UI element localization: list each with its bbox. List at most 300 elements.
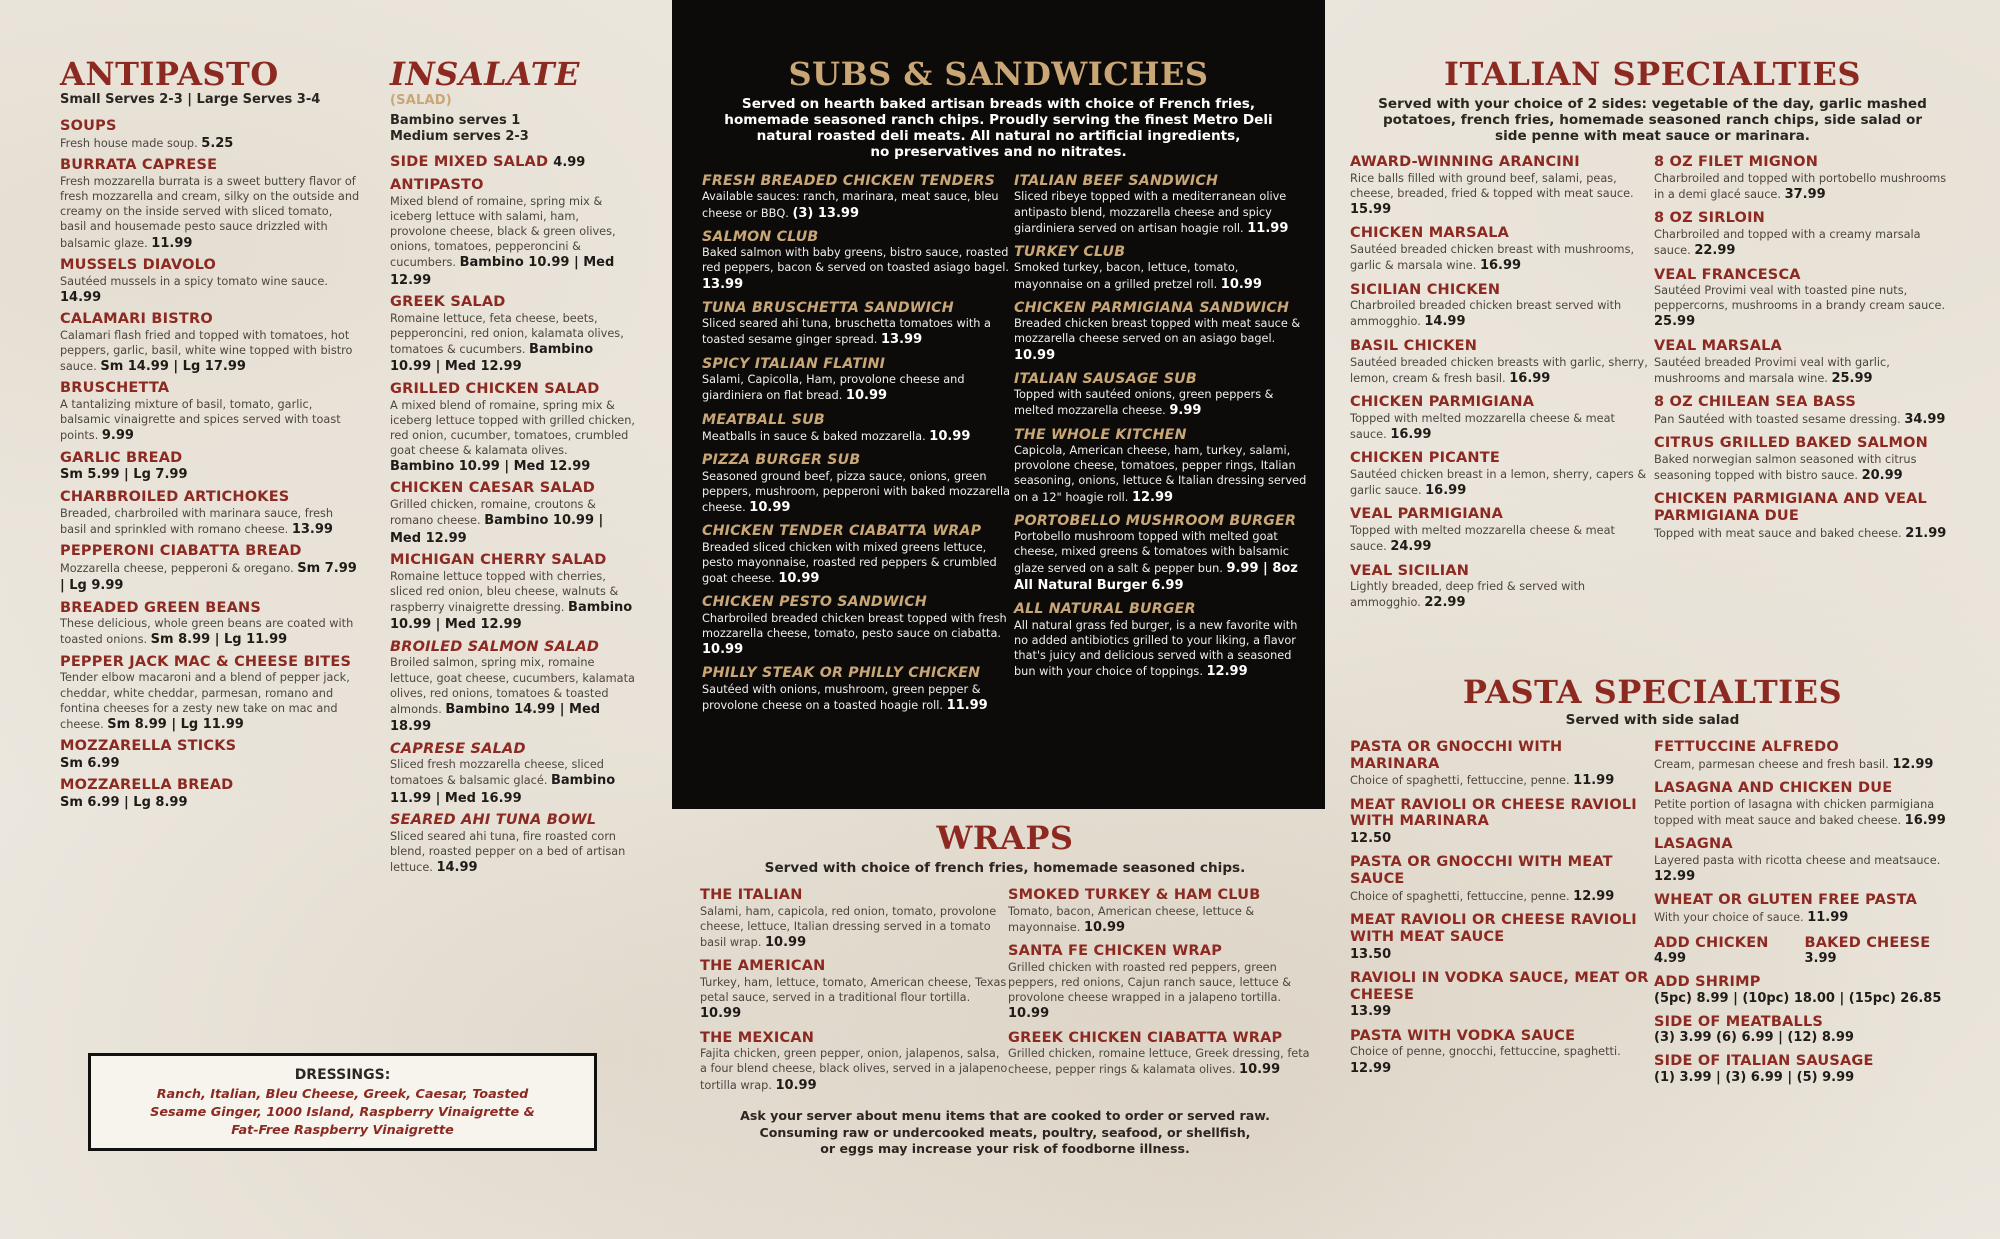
menu-item-price: Sm 8.99 | Lg 11.99 bbox=[107, 716, 244, 732]
menu-item bbox=[1350, 450, 1654, 499]
pasta-right-col bbox=[1654, 739, 1955, 1087]
menu-item-price: 16.99 bbox=[1425, 483, 1467, 499]
menu-item-details bbox=[60, 560, 360, 595]
menu-item-price: 10.99 bbox=[1239, 1062, 1281, 1078]
menu-item bbox=[60, 380, 360, 444]
menu-item bbox=[1654, 780, 1955, 829]
menu-item-name: BREADED GREEN BEANS bbox=[60, 599, 261, 616]
menu-item-price: 12.50 bbox=[1350, 831, 1392, 847]
menu-item-desc: Portobello mushroom topped with melted goat cheese, mixed greens & tomatoes with balsamic glaze served on a salt & pepper bun. bbox=[1014, 530, 1289, 575]
menu-item-desc: Lightly breaded, deep fried & served with ammogghio. bbox=[1350, 580, 1586, 610]
menu-item-desc: Sautéed Provimi veal with toasted pine nuts, peppercorns, mushrooms in a brandy cream sauce. bbox=[1654, 284, 1946, 313]
menu-item bbox=[1014, 513, 1309, 594]
italian-section bbox=[1350, 55, 1955, 612]
menu-item-details bbox=[1350, 1003, 1654, 1020]
menu-item-desc: Meatballs in sauce & baked mozzarella. bbox=[702, 430, 926, 444]
menu-item-price: 11.99 bbox=[946, 697, 988, 713]
side-meatballs bbox=[1654, 1014, 1955, 1048]
menu-item-price: Sm 7.99 | Lg 9.99 bbox=[60, 560, 357, 594]
menu-item-details bbox=[700, 1046, 1008, 1094]
menu-item-name: SICILIAN CHICKEN bbox=[1350, 281, 1501, 298]
menu-item bbox=[1008, 1030, 1310, 1079]
menu-item-desc: Topped with sautéed onions, green peppers & melted mozzarella cheese. bbox=[1014, 388, 1274, 418]
menu-item-details bbox=[1654, 355, 1955, 388]
menu-item-price: Bambino 10.99 | Med 12.99 bbox=[390, 342, 594, 375]
italian-intro bbox=[1350, 96, 1955, 144]
side-meatballs-name: SIDE OF MEATBALLS bbox=[1654, 1013, 1824, 1030]
dressings-box bbox=[88, 1053, 597, 1151]
menu-item-details bbox=[1654, 411, 1955, 428]
subs-intro-line: no preservatives and no nitrates. bbox=[870, 144, 1127, 161]
menu-item-name: CHARBROILED ARTICHOKES bbox=[60, 488, 290, 505]
menu-item-details bbox=[1014, 618, 1309, 681]
menu-item bbox=[700, 958, 1008, 1022]
warning-line: Ask your server about menu items that are cooked to order or served raw. bbox=[740, 1107, 1270, 1123]
menu-item bbox=[390, 741, 635, 808]
dressings-line: Fat-Free Raspberry Vinaigrette bbox=[231, 1122, 454, 1138]
menu-item-name: SOUPS bbox=[60, 118, 117, 135]
menu-item bbox=[1654, 154, 1955, 203]
menu-item-details bbox=[1654, 452, 1955, 485]
add-shrimp bbox=[1654, 974, 1955, 1008]
menu-item-price: Sm 6.99 bbox=[60, 755, 120, 771]
antipasto-section bbox=[60, 55, 360, 811]
menu-item bbox=[1350, 154, 1654, 218]
menu-item bbox=[60, 157, 360, 252]
menu-item-price: 5.25 bbox=[201, 135, 234, 151]
menu-item-name: MOZZARELLA BREAD bbox=[60, 777, 234, 794]
menu-item-desc: Broiled salmon, spring mix, romaine lettuce, goat cheese, cucumbers, kalamata olives, red onions, tomatoes & toasted almonds. bbox=[390, 656, 635, 716]
menu-item bbox=[1654, 739, 1955, 773]
menu-item-price: 21.99 bbox=[1905, 525, 1947, 541]
menu-item-name: MEAT RAVIOLI OR CHEESE RAVIOLI WITH MEAT SAUCE bbox=[1350, 912, 1637, 945]
subs-intro bbox=[672, 96, 1325, 160]
menu-item-details bbox=[702, 372, 1014, 405]
menu-item-price: Sm 14.99 | Lg 17.99 bbox=[100, 359, 246, 375]
menu-item-name: VEAL SICILIAN bbox=[1350, 562, 1470, 579]
menu-item-desc: Salami, ham, capicola, red onion, tomato, provolone cheese, lettuce, Italian dressing served in a tomato basil wrap. bbox=[700, 904, 997, 949]
menu-item-details bbox=[1654, 797, 1955, 830]
menu-item-details bbox=[1350, 298, 1654, 331]
menu-item-price: 12.99 bbox=[1131, 489, 1174, 505]
pasta-section bbox=[1350, 673, 1955, 1087]
menu-item bbox=[1008, 887, 1310, 936]
menu-item-price: 12.99 bbox=[1573, 888, 1615, 904]
menu-item bbox=[700, 1030, 1008, 1094]
menu-item-details bbox=[702, 245, 1014, 293]
menu-item-price: 13.50 bbox=[1350, 946, 1392, 962]
menu-item-price: 10.99 bbox=[778, 570, 820, 586]
subs-intro-line: natural roasted deli meats. All natural no artificial ingredients, bbox=[756, 128, 1241, 145]
menu-item-details bbox=[60, 506, 360, 539]
menu-item bbox=[1014, 244, 1309, 293]
menu-item-desc: Fajita chicken, green pepper, onion, jalapenos, salsa, a four blend cheese, black olives, served in a jalapeno tortilla wrap. bbox=[700, 1047, 1008, 1092]
menu-item bbox=[60, 118, 360, 152]
menu-item-desc: Sliced seared ahi tuna, fire roasted corn blend, roasted pepper on a bed of artisan lettuce. bbox=[390, 829, 626, 875]
menu-item bbox=[1350, 1028, 1654, 1077]
wraps-title: WRAPS bbox=[936, 819, 1074, 857]
menu-item bbox=[60, 450, 360, 484]
menu-item-price: 14.99 bbox=[60, 289, 102, 305]
menu-item-details bbox=[60, 328, 360, 376]
warning-line: Consuming raw or undercooked meats, poultry, seafood, or shellfish, bbox=[759, 1124, 1251, 1140]
menu-item-name: BURRATA CAPRESE bbox=[60, 157, 218, 174]
menu-item-desc: Layered pasta with ricotta cheese and meatsauce. bbox=[1654, 853, 1941, 867]
menu-item-price: 11.99 bbox=[1247, 220, 1289, 236]
subs-right-list bbox=[1014, 173, 1309, 714]
menu-item-price: 12.99 bbox=[1892, 756, 1934, 772]
menu-item-desc: Breaded sliced chicken with mixed greens lettuce, pesto mayonnaise, roasted red peppers & crumbled goat cheese. bbox=[702, 540, 997, 585]
menu-item-price: 22.99 bbox=[1694, 243, 1736, 259]
subs-intro-line: Served on hearth baked artisan breads with choice of French fries, bbox=[741, 96, 1256, 112]
menu-item bbox=[1008, 943, 1310, 1022]
menu-item bbox=[702, 173, 1014, 222]
wraps-intro: Served with choice of french fries, homemade seasoned chips. bbox=[764, 860, 1246, 876]
menu-item bbox=[702, 300, 1014, 349]
menu-item-price: 13.99 bbox=[291, 521, 333, 537]
menu-item bbox=[702, 452, 1014, 516]
menu-item bbox=[1654, 338, 1955, 387]
menu-item-price: 12.99 bbox=[1350, 1060, 1392, 1076]
menu-item-desc: Tomato, bacon, American cheese, lettuce & mayonnaise. bbox=[1008, 904, 1255, 934]
menu-item-price: 14.99 bbox=[436, 860, 478, 876]
menu-item bbox=[60, 654, 360, 733]
menu-item-details bbox=[1654, 909, 1955, 926]
add-chicken bbox=[1654, 935, 1805, 969]
menu-item-name: CALAMARI BISTRO bbox=[60, 311, 213, 328]
menu-item-desc: Cream, parmesan cheese and fresh basil. bbox=[1654, 757, 1889, 771]
menu-item-name: ITALIAN BEEF SANDWICH bbox=[1014, 173, 1219, 190]
menu-item-name: PORTOBELLO MUSHROOM BURGER bbox=[1014, 512, 1297, 529]
menu-item-price: 10.99 bbox=[1008, 1006, 1050, 1022]
wraps-section bbox=[700, 819, 1310, 1158]
dressings-list bbox=[91, 1086, 594, 1140]
menu-item-details bbox=[1654, 171, 1955, 204]
menu-item-name: ALL NATURAL BURGER bbox=[1014, 601, 1196, 618]
menu-item-details bbox=[60, 274, 360, 307]
menu-item-desc: Topped with melted mozzarella cheese & meat sauce. bbox=[1350, 524, 1615, 554]
menu-item-price: 10.99 bbox=[845, 388, 888, 404]
menu-item-price: 22.99 bbox=[1424, 595, 1466, 611]
menu-item-desc: A mixed blend of romaine, spring mix & iceberg lettuce topped with grilled chicken, red onion, cucumber, tomatoes, crumbled goat cheese & kalamata olives. bbox=[390, 398, 635, 457]
menu-item-details bbox=[390, 194, 635, 289]
menu-item bbox=[60, 543, 360, 594]
menu-item bbox=[1654, 491, 1955, 542]
menu-item-name: PEPPER JACK MAC & CHEESE BITES bbox=[60, 653, 352, 670]
menu-item-price: 34.99 bbox=[1904, 411, 1946, 427]
menu-item-name: CHICKEN PARMIGIANA bbox=[1350, 394, 1535, 411]
menu-item-details bbox=[60, 135, 360, 152]
menu-item bbox=[702, 412, 1014, 446]
subs-title: SUBS & SANDWICHES bbox=[788, 55, 1209, 93]
menu-item-details bbox=[702, 682, 1014, 715]
menu-item-price: Sm 8.99 | Lg 11.99 bbox=[150, 632, 288, 648]
menu-item-details bbox=[390, 829, 635, 877]
subs-left-list bbox=[702, 173, 1014, 714]
menu-item-name: CHICKEN PARMIGIANA AND VEAL PARMIGIANA DUE bbox=[1654, 491, 1927, 524]
menu-item-price: 37.99 bbox=[1784, 186, 1826, 202]
menu-item bbox=[60, 311, 360, 375]
menu-item-details bbox=[1014, 189, 1309, 237]
insalate-list bbox=[390, 177, 635, 876]
menu-item-name: PIZZA BURGER SUB bbox=[702, 452, 861, 469]
menu-item bbox=[1350, 338, 1654, 387]
menu-item-details bbox=[60, 794, 360, 811]
menu-item-details bbox=[1654, 853, 1955, 886]
menu-item-name: BASIL CHICKEN bbox=[1350, 337, 1478, 354]
antipasto-title: ANTIPASTO bbox=[60, 55, 279, 93]
menu-item-price: Bambino 11.99 | Med 16.99 bbox=[390, 773, 616, 806]
menu-item-name: FRESH BREADED CHICKEN TENDERS bbox=[702, 173, 996, 190]
menu-item-desc: Grilled chicken, romaine lettuce, Greek dressing, feta cheese, pepper rings & kalamata olives. bbox=[1008, 1047, 1310, 1077]
side-sausage bbox=[1654, 1053, 1955, 1087]
menu-item-name: THE ITALIAN bbox=[700, 886, 803, 903]
menu-item-name: GARLIC BREAD bbox=[60, 449, 183, 466]
menu-item-details bbox=[1014, 387, 1309, 420]
menu-item-name: THE AMERICAN bbox=[700, 958, 826, 975]
menu-item-desc: Romaine lettuce topped with cherries, sliced red onion, bleu cheese, walnuts & raspberry vinaigrette dressing. bbox=[390, 569, 619, 614]
menu-item bbox=[1654, 267, 1955, 331]
menu-item-price: 24.99 bbox=[1390, 539, 1432, 555]
italian-intro-line: potatoes, french fries, homemade seasoned ranch chips, side salad or bbox=[1382, 112, 1923, 129]
menu-item-price: 9.99 bbox=[1169, 403, 1202, 419]
menu-item-details bbox=[60, 670, 360, 733]
menu-item-name: PHILLY STEAK OR PHILLY CHICKEN bbox=[702, 665, 981, 682]
menu-item bbox=[390, 294, 635, 376]
menu-item-details bbox=[1014, 316, 1309, 364]
dressings-line: Ranch, Italian, Bleu Cheese, Greek, Caesar, Toasted bbox=[156, 1087, 529, 1102]
italian-intro-line: side penne with meat sauce or marinara. bbox=[1495, 128, 1810, 145]
italian-right-list bbox=[1654, 154, 1955, 612]
insalate-section bbox=[390, 55, 635, 877]
pasta-addons bbox=[1654, 935, 1955, 969]
menu-item-details bbox=[390, 497, 635, 547]
menu-item-name: ANTIPASTO bbox=[390, 177, 484, 194]
menu-item-details bbox=[702, 469, 1014, 517]
menu-item-price: 10.99 bbox=[765, 934, 807, 950]
menu-item-price: 10.99 bbox=[775, 1077, 817, 1093]
menu-item-price: 12.99 bbox=[1206, 664, 1248, 680]
menu-item bbox=[390, 177, 635, 289]
menu-item bbox=[1350, 854, 1654, 905]
menu-item-name: SEARED AHI TUNA BOWL bbox=[390, 812, 597, 829]
menu-item bbox=[390, 381, 635, 476]
menu-item-name: 8 OZ CHILEAN SEA BASS bbox=[1654, 394, 1857, 411]
menu-item-price: 13.99 bbox=[702, 276, 744, 292]
menu-item-price: Bambino 14.99 | Med 18.99 bbox=[390, 701, 601, 735]
menu-item-price: 13.99 bbox=[1350, 1004, 1392, 1020]
menu-item-name: VEAL MARSALA bbox=[1654, 337, 1782, 354]
insalate-title: INSALATE bbox=[390, 55, 580, 93]
menu-item-desc: These delicious, whole green beans are coated with toasted onions. bbox=[60, 617, 354, 647]
menu-item bbox=[1350, 970, 1654, 1021]
menu-item-price: Sm 5.99 | Lg 7.99 bbox=[60, 467, 188, 483]
menu-item-desc: Baked salmon with baby greens, bistro sauce, roasted red peppers, bacon & served on toasted asiago bagel. bbox=[702, 246, 1009, 275]
menu-item-details bbox=[1350, 411, 1654, 444]
menu-item-desc: Sautéed with onions, mushroom, green pepper & provolone cheese on a toasted hoagie roll. bbox=[702, 682, 981, 712]
menu-item-desc: Choice of penne, gnocchi, fettuccine, spaghetti. bbox=[1350, 1045, 1621, 1059]
menu-item-desc: Seasoned ground beef, pizza sauce, onions, green peppers, mushroom, pepperoni with baked mozzarella cheese. bbox=[702, 469, 1011, 514]
menu-item-details bbox=[1014, 260, 1309, 293]
menu-item-price: 10.99 bbox=[1220, 276, 1262, 292]
menu-item-price: (3) 13.99 bbox=[792, 205, 860, 221]
menu-item-price: 13.99 bbox=[881, 332, 923, 348]
menu-item-name: SMOKED TURKEY & HAM CLUB bbox=[1008, 886, 1261, 903]
menu-item bbox=[390, 639, 635, 736]
side-mixed-salad bbox=[390, 151, 635, 171]
menu-item-price: 16.99 bbox=[1390, 426, 1432, 442]
menu-item-name: RAVIOLI IN VODKA SAUCE, MEAT OR CHEESE bbox=[1350, 969, 1649, 1003]
menu-item-desc: Sliced fresh mozzarella cheese, sliced tomatoes & balsamic glacé. bbox=[390, 758, 604, 788]
menu-item bbox=[702, 356, 1014, 405]
menu-item bbox=[1014, 371, 1309, 420]
menu-item bbox=[1350, 394, 1654, 443]
menu-item-details bbox=[1350, 467, 1654, 500]
menu-item bbox=[60, 489, 360, 538]
menu-item-details bbox=[1350, 171, 1654, 219]
add-shrimp-price: (5pc) 8.99 | (10pc) 18.00 | (15pc) 26.85 bbox=[1654, 990, 1942, 1006]
menu-item-details bbox=[390, 655, 635, 735]
menu-item bbox=[1654, 394, 1955, 428]
add-shrimp-name: ADD SHRIMP bbox=[1654, 974, 1761, 991]
menu-item-details bbox=[1014, 529, 1309, 594]
menu-item-price: 16.99 bbox=[1904, 812, 1946, 828]
menu-item-name: MUSSELS DIAVOLO bbox=[60, 256, 217, 273]
insalate-subtitle: (SALAD) bbox=[390, 93, 452, 108]
menu-item-desc: Topped with melted mozzarella cheese & meat sauce. bbox=[1350, 411, 1615, 441]
menu-item-name: CHICKEN PICANTE bbox=[1350, 450, 1500, 467]
menu-item bbox=[60, 777, 360, 811]
menu-item-name: PASTA OR GNOCCHI WITH MEAT SAUCE bbox=[1350, 854, 1613, 888]
menu-item-details bbox=[390, 757, 635, 807]
menu-item-details bbox=[702, 428, 1014, 445]
menu-item-price: 10.99 bbox=[929, 429, 971, 445]
menu-item bbox=[1014, 427, 1309, 506]
menu-item-name: 8 OZ FILET MIGNON bbox=[1654, 154, 1819, 171]
menu-item-name: TURKEY CLUB bbox=[1014, 244, 1126, 261]
menu-item-details bbox=[702, 189, 1014, 222]
baked-cheese bbox=[1805, 935, 1956, 969]
menu-item bbox=[1350, 282, 1654, 331]
menu-item-name: PEPPERONI CIABATTA BREAD bbox=[60, 543, 302, 560]
pasta-left-list bbox=[1350, 739, 1654, 1087]
menu-item bbox=[1350, 739, 1654, 790]
menu-item bbox=[1014, 601, 1309, 680]
menu-item-details bbox=[60, 616, 360, 649]
menu-item-price: 9.99 | 8oz All Natural Burger 6.99 bbox=[1014, 560, 1298, 593]
menu-item-desc: Topped with meat sauce and baked cheese. bbox=[1654, 526, 1902, 540]
menu-item-desc: With your choice of sauce. bbox=[1654, 911, 1804, 925]
menu-item bbox=[702, 594, 1014, 658]
menu-item-price: Bambino 10.99 | Med 12.99 bbox=[390, 513, 604, 546]
menu-item-desc: A tantalizing mixture of basil, tomato, garlic, balsamic vinaigrette and spices served with toast points. bbox=[60, 398, 341, 443]
menu-item-details bbox=[60, 397, 360, 445]
menu-item-details bbox=[1654, 756, 1955, 773]
menu-item bbox=[1014, 173, 1309, 237]
menu-item-price: 12.99 bbox=[1654, 869, 1696, 885]
menu-item-details bbox=[700, 975, 1008, 1023]
menu-item-desc: Available sauces: ranch, marinara, meat sauce, bleu cheese or BBQ. bbox=[702, 190, 999, 220]
menu-item bbox=[390, 552, 635, 634]
menu-item-price: Bambino 10.99 | Med 12.99 bbox=[390, 599, 633, 633]
menu-item-desc: Mozzarella cheese, pepperoni & oregano. bbox=[60, 561, 294, 575]
menu-item-price: 10.99 bbox=[1083, 919, 1126, 935]
menu-item-desc: Charbroiled breaded chicken breast served with ammogghio. bbox=[1350, 299, 1622, 329]
menu-item-name: CHICKEN MARSALA bbox=[1350, 225, 1510, 242]
menu-item-name: MICHIGAN CHERRY SALAD bbox=[390, 552, 607, 569]
menu-item-price: 25.99 bbox=[1654, 314, 1696, 330]
menu-item-name: MEATBALL SUB bbox=[702, 411, 825, 428]
menu-item-name: PASTA OR GNOCCHI WITH MARINARA bbox=[1350, 738, 1563, 772]
menu-item bbox=[702, 665, 1014, 714]
menu-item-name: CHICKEN PESTO SANDWICH bbox=[702, 594, 927, 611]
menu-item-price: 15.99 bbox=[1350, 202, 1392, 218]
menu-item-name: THE WHOLE KITCHEN bbox=[1014, 426, 1187, 443]
menu-item-desc: Salami, Capicolla, Ham, provolone cheese and giardiniera on flat bread. bbox=[702, 373, 965, 403]
menu-item bbox=[60, 600, 360, 649]
menu-item-name: LASAGNA bbox=[1654, 836, 1733, 853]
menu-item-price: 14.99 bbox=[1424, 314, 1466, 330]
menu-item-name: AWARD-WINNING ARANCINI bbox=[1350, 154, 1580, 171]
menu-item-name: 8 OZ SIRLOIN bbox=[1654, 210, 1766, 227]
pasta-intro: Served with side salad bbox=[1565, 712, 1740, 728]
italian-left-list bbox=[1350, 154, 1654, 612]
menu-item bbox=[60, 257, 360, 306]
menu-item-desc: Pan Sautéed with toasted sesame dressing. bbox=[1654, 412, 1901, 426]
menu-item-name: WHEAT OR GLUTEN FREE PASTA bbox=[1654, 892, 1918, 909]
menu-item-desc: Baked norwegian salmon seasoned with citrus seasoning topped with bistro sauce. bbox=[1654, 452, 1917, 482]
dressings-line: Sesame Ginger, 1000 Island, Raspberry Vinaigrette & bbox=[150, 1104, 535, 1120]
menu-item-price: Sm 6.99 | Lg 8.99 bbox=[60, 794, 188, 810]
menu-item-desc: Petite portion of lasagna with chicken parmigiana topped with meat sauce and baked cheese. bbox=[1654, 797, 1935, 827]
menu-item-desc: Tender elbow macaroni and a blend of pepper jack, cheddar, white cheddar, parmesan, romano and fontina cheeses for a zesty new take on mac and cheese. bbox=[60, 671, 350, 731]
side-sausage-name: SIDE OF ITALIAN SAUSAGE bbox=[1654, 1053, 1874, 1070]
menu-item-details bbox=[390, 311, 635, 376]
antipasto-list bbox=[60, 118, 360, 811]
menu-item-details bbox=[1008, 904, 1310, 937]
menu-item bbox=[1654, 836, 1955, 885]
menu-item-details bbox=[702, 611, 1014, 659]
menu-item-name: VEAL PARMIGIANA bbox=[1350, 506, 1504, 523]
italian-intro-line: Served with your choice of 2 sides: vegetable of the day, garlic mashed bbox=[1378, 96, 1927, 112]
menu-item-details bbox=[1350, 946, 1654, 963]
menu-item-name: GREEK CHICKEN CIABATTA WRAP bbox=[1008, 1029, 1283, 1046]
menu-item-name: VEAL FRANCESCA bbox=[1654, 266, 1801, 283]
antipasto-subtitle: Small Serves 2-3 | Large Serves 3-4 bbox=[60, 92, 321, 107]
add-chicken-price: 4.99 bbox=[1654, 951, 1687, 967]
menu-item-desc: Choice of spaghetti, fettuccine, penne. bbox=[1350, 889, 1570, 903]
menu-item-name: GRILLED CHICKEN SALAD bbox=[390, 380, 600, 397]
menu-item-details bbox=[1654, 227, 1955, 260]
menu-item-details bbox=[390, 569, 635, 634]
menu-item-desc: Sautéed breaded chicken breast with mushrooms, garlic & marsala wine. bbox=[1350, 243, 1635, 273]
menu-item-name: SPICY ITALIAN FLATINI bbox=[702, 355, 886, 372]
pasta-right-list bbox=[1654, 739, 1955, 927]
insalate-size-2: Medium serves 2-3 bbox=[390, 129, 529, 145]
menu-item-details bbox=[1654, 525, 1955, 542]
menu-item bbox=[390, 812, 635, 876]
menu-item bbox=[1654, 210, 1955, 259]
menu-item-desc: Grilled chicken with roasted red peppers, green peppers, red onions, Cajun ranch sauce, lettuce & provolone cheese wrapped in a jalapeno tortilla. bbox=[1008, 960, 1292, 1005]
menu-item-details bbox=[1008, 1046, 1310, 1079]
menu-item bbox=[1350, 797, 1654, 848]
add-chicken-name: ADD CHICKEN bbox=[1654, 934, 1769, 951]
menu-item-price: Bambino 10.99 | Med 12.99 bbox=[390, 459, 591, 474]
menu-item bbox=[1350, 506, 1654, 555]
subs-panel bbox=[672, 0, 1325, 809]
menu-item-price: 10.99 bbox=[700, 1006, 742, 1022]
menu-item-desc: Grilled chicken, romaine, croutons & romano cheese. bbox=[390, 498, 596, 528]
